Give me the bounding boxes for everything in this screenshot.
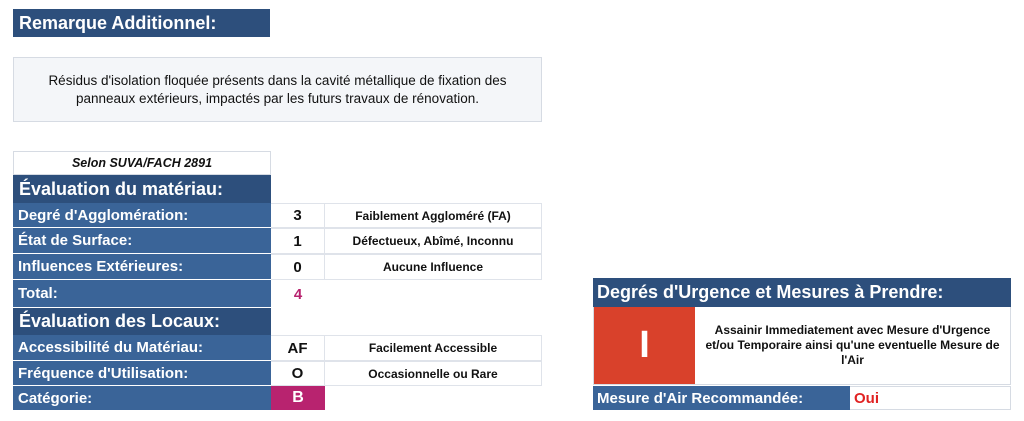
external-influences-description: Aucune Influence [325, 254, 542, 280]
urgency-title: Degrés d'Urgence et Mesures à Prendre: [593, 278, 1011, 307]
remark-title: Remarque Additionnel: [13, 9, 270, 37]
surface-state-value: 1 [271, 228, 325, 254]
accessibility-label: Accessibilité du Matériau: [13, 335, 271, 361]
surface-state-label: État de Surface: [13, 228, 271, 254]
surface-state-description: Défectueux, Abîmé, Inconnu [325, 228, 542, 254]
urgency-measure-text: Assainir Immediatement avec Mesure d'Urgence et/ou Temporaire ainsi qu'une eventuelle Mesure de l'Air [705, 323, 1000, 367]
agglomeration-label: Degré d'Agglomération: [13, 203, 271, 228]
agglomeration-value: 3 [271, 203, 325, 228]
accessibility-value: AF [271, 335, 325, 361]
total-value: 4 [293, 285, 303, 303]
usage-frequency-label: Fréquence d'Utilisation: [13, 361, 271, 386]
material-evaluation-title: Évaluation du matériau: [13, 175, 271, 203]
accessibility-description: Facilement Accessible [325, 335, 542, 361]
urgency-level-badge: I [594, 307, 695, 384]
remark-text: Résidus d'isolation floquée présents dans la cavité métallique de fixation des panneaux extérieurs, impactés par les futurs travaux de rénovation. [13, 57, 542, 122]
air-measure-value: Oui [850, 386, 1011, 410]
usage-frequency-value: O [271, 361, 325, 386]
category-badge: B [271, 386, 325, 410]
category-label: Catégorie: [13, 386, 271, 410]
external-influences-label: Influences Extérieures: [13, 254, 271, 280]
premises-evaluation-title: Évaluation des Locaux: [13, 308, 271, 335]
agglomeration-description: Faiblement Aggloméré (FA) [325, 203, 542, 228]
air-measure-label: Mesure d'Air Recommandée: [593, 386, 850, 410]
total-label: Total: [13, 280, 271, 308]
urgency-box [593, 307, 1011, 385]
external-influences-value: 0 [271, 254, 325, 280]
usage-frequency-description: Occasionnelle ou Rare [325, 361, 542, 386]
standard-reference: Selon SUVA/FACH 2891 [13, 151, 271, 175]
